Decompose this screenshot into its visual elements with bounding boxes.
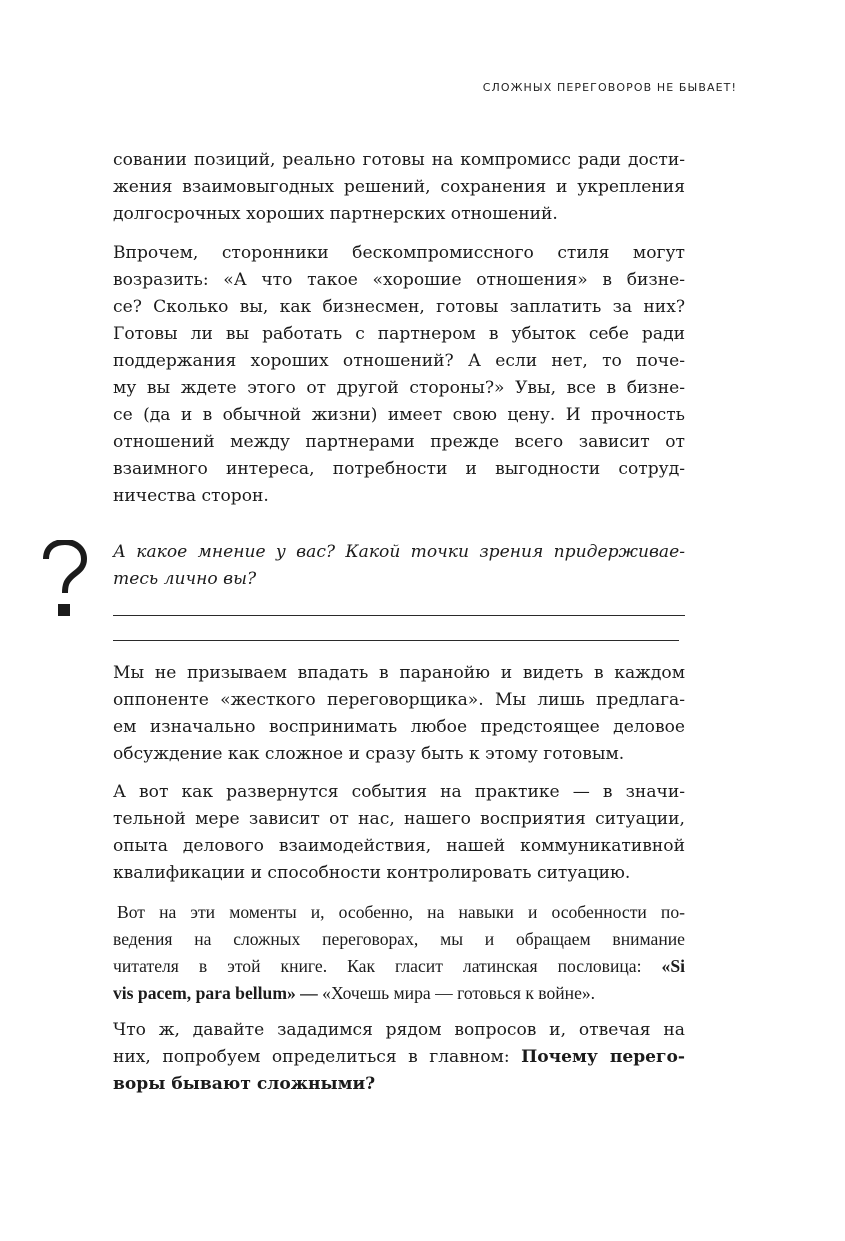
text-line — [113, 953, 685, 980]
running-head: СЛОЖНЫХ ПЕРЕГОВОРОВ НЕ БЫВАЕТ! — [482, 81, 737, 94]
text-line: ведения на сложных переговорах, мы и обращаем внимание — [113, 929, 685, 949]
text-line: му вы ждете этого от другой стороны?» Увы, все в бизне- — [113, 378, 685, 398]
text-line: се? Сколько вы, как бизнесмен, готовы заплатить за них? — [113, 297, 685, 317]
paragraph-4 — [113, 779, 685, 887]
text-line: Впрочем, сторонники бескомпромиссного стиля могут — [113, 243, 685, 263]
text-line: ем изначально воспринимать любое предстоящее деловое — [113, 717, 685, 737]
text-line: А какое мнение у вас? Какой точки зрения придерживае- — [113, 542, 685, 562]
text-run: читателя в этой книге. Как гласит латинская пословица: — [113, 956, 662, 976]
text-line: поддержания хороших отношений? А если нет, то поче- — [113, 351, 685, 371]
text-line: возразить: «А что такое «хорошие отношения» в бизне- — [113, 270, 685, 290]
text-line: взаимного интереса, потребности и выгодности сотруд- — [113, 459, 685, 479]
answer-line — [113, 640, 679, 641]
latin-proverb: vis pacem, para bellum» — — [113, 983, 318, 1003]
paragraph-5 — [113, 899, 685, 1007]
text-line — [113, 980, 685, 1007]
text-line: совании позиций, реально готовы на компромисс ради дости- — [113, 150, 685, 170]
answer-line — [113, 615, 685, 616]
text-line: тельной мере зависит от нас, нашего восприятия ситуации, — [113, 809, 685, 829]
paragraph-3 — [113, 660, 685, 768]
text-line: Что ж, давайте зададимся рядом вопросов и, отвечая на — [113, 1020, 685, 1040]
text-line: оппоненте «жесткого переговорщика». Мы лишь предлага- — [113, 690, 685, 710]
text-line: опыта делового взаимодействия, нашей коммуникативной — [113, 836, 685, 856]
text-line: Мы не призываем впадать в паранойю и видеть в каждом — [113, 663, 685, 683]
text-line: се (да и в обычной жизни) имеет свою цену. И прочность — [113, 405, 685, 425]
text-line: долгосрочных хороших партнерских отношений. — [113, 204, 558, 224]
paragraph-2 — [113, 240, 685, 510]
key-question: Почему перего- — [521, 1047, 685, 1067]
text-line: А вот как развернутся события на практике — в значи- — [113, 782, 685, 802]
reader-question — [113, 539, 685, 593]
latin-proverb: «Si — [661, 956, 685, 976]
text-line: тесь лично вы? — [113, 569, 257, 589]
text-line: квалификации и способности контролировать ситуацию. — [113, 863, 631, 883]
text-line — [113, 1044, 685, 1071]
text-line: жения взаимовыгодных решений, сохранения и укрепления — [113, 177, 685, 197]
text-run: них, попробуем определиться в главном: — [113, 1047, 522, 1067]
text-run: «Хочешь мира — готовься к войне». — [317, 983, 596, 1003]
question-mark-icon — [38, 540, 90, 618]
text-line: ничества сторон. — [113, 486, 269, 506]
text-line: отношений между партнерами прежде всего зависит от — [113, 432, 685, 452]
key-question: воры бывают сложными? — [113, 1074, 376, 1094]
text-line: обсуждение как сложное и сразу быть к этому готовым. — [113, 744, 625, 764]
paragraph-1 — [113, 147, 685, 228]
text-line: Вот на эти моменты и, особенно, на навыки и особенности по- — [117, 902, 685, 922]
paragraph-6 — [113, 1017, 685, 1098]
text-line: Готовы ли вы работать с партнером в убыток себе ради — [113, 324, 685, 344]
